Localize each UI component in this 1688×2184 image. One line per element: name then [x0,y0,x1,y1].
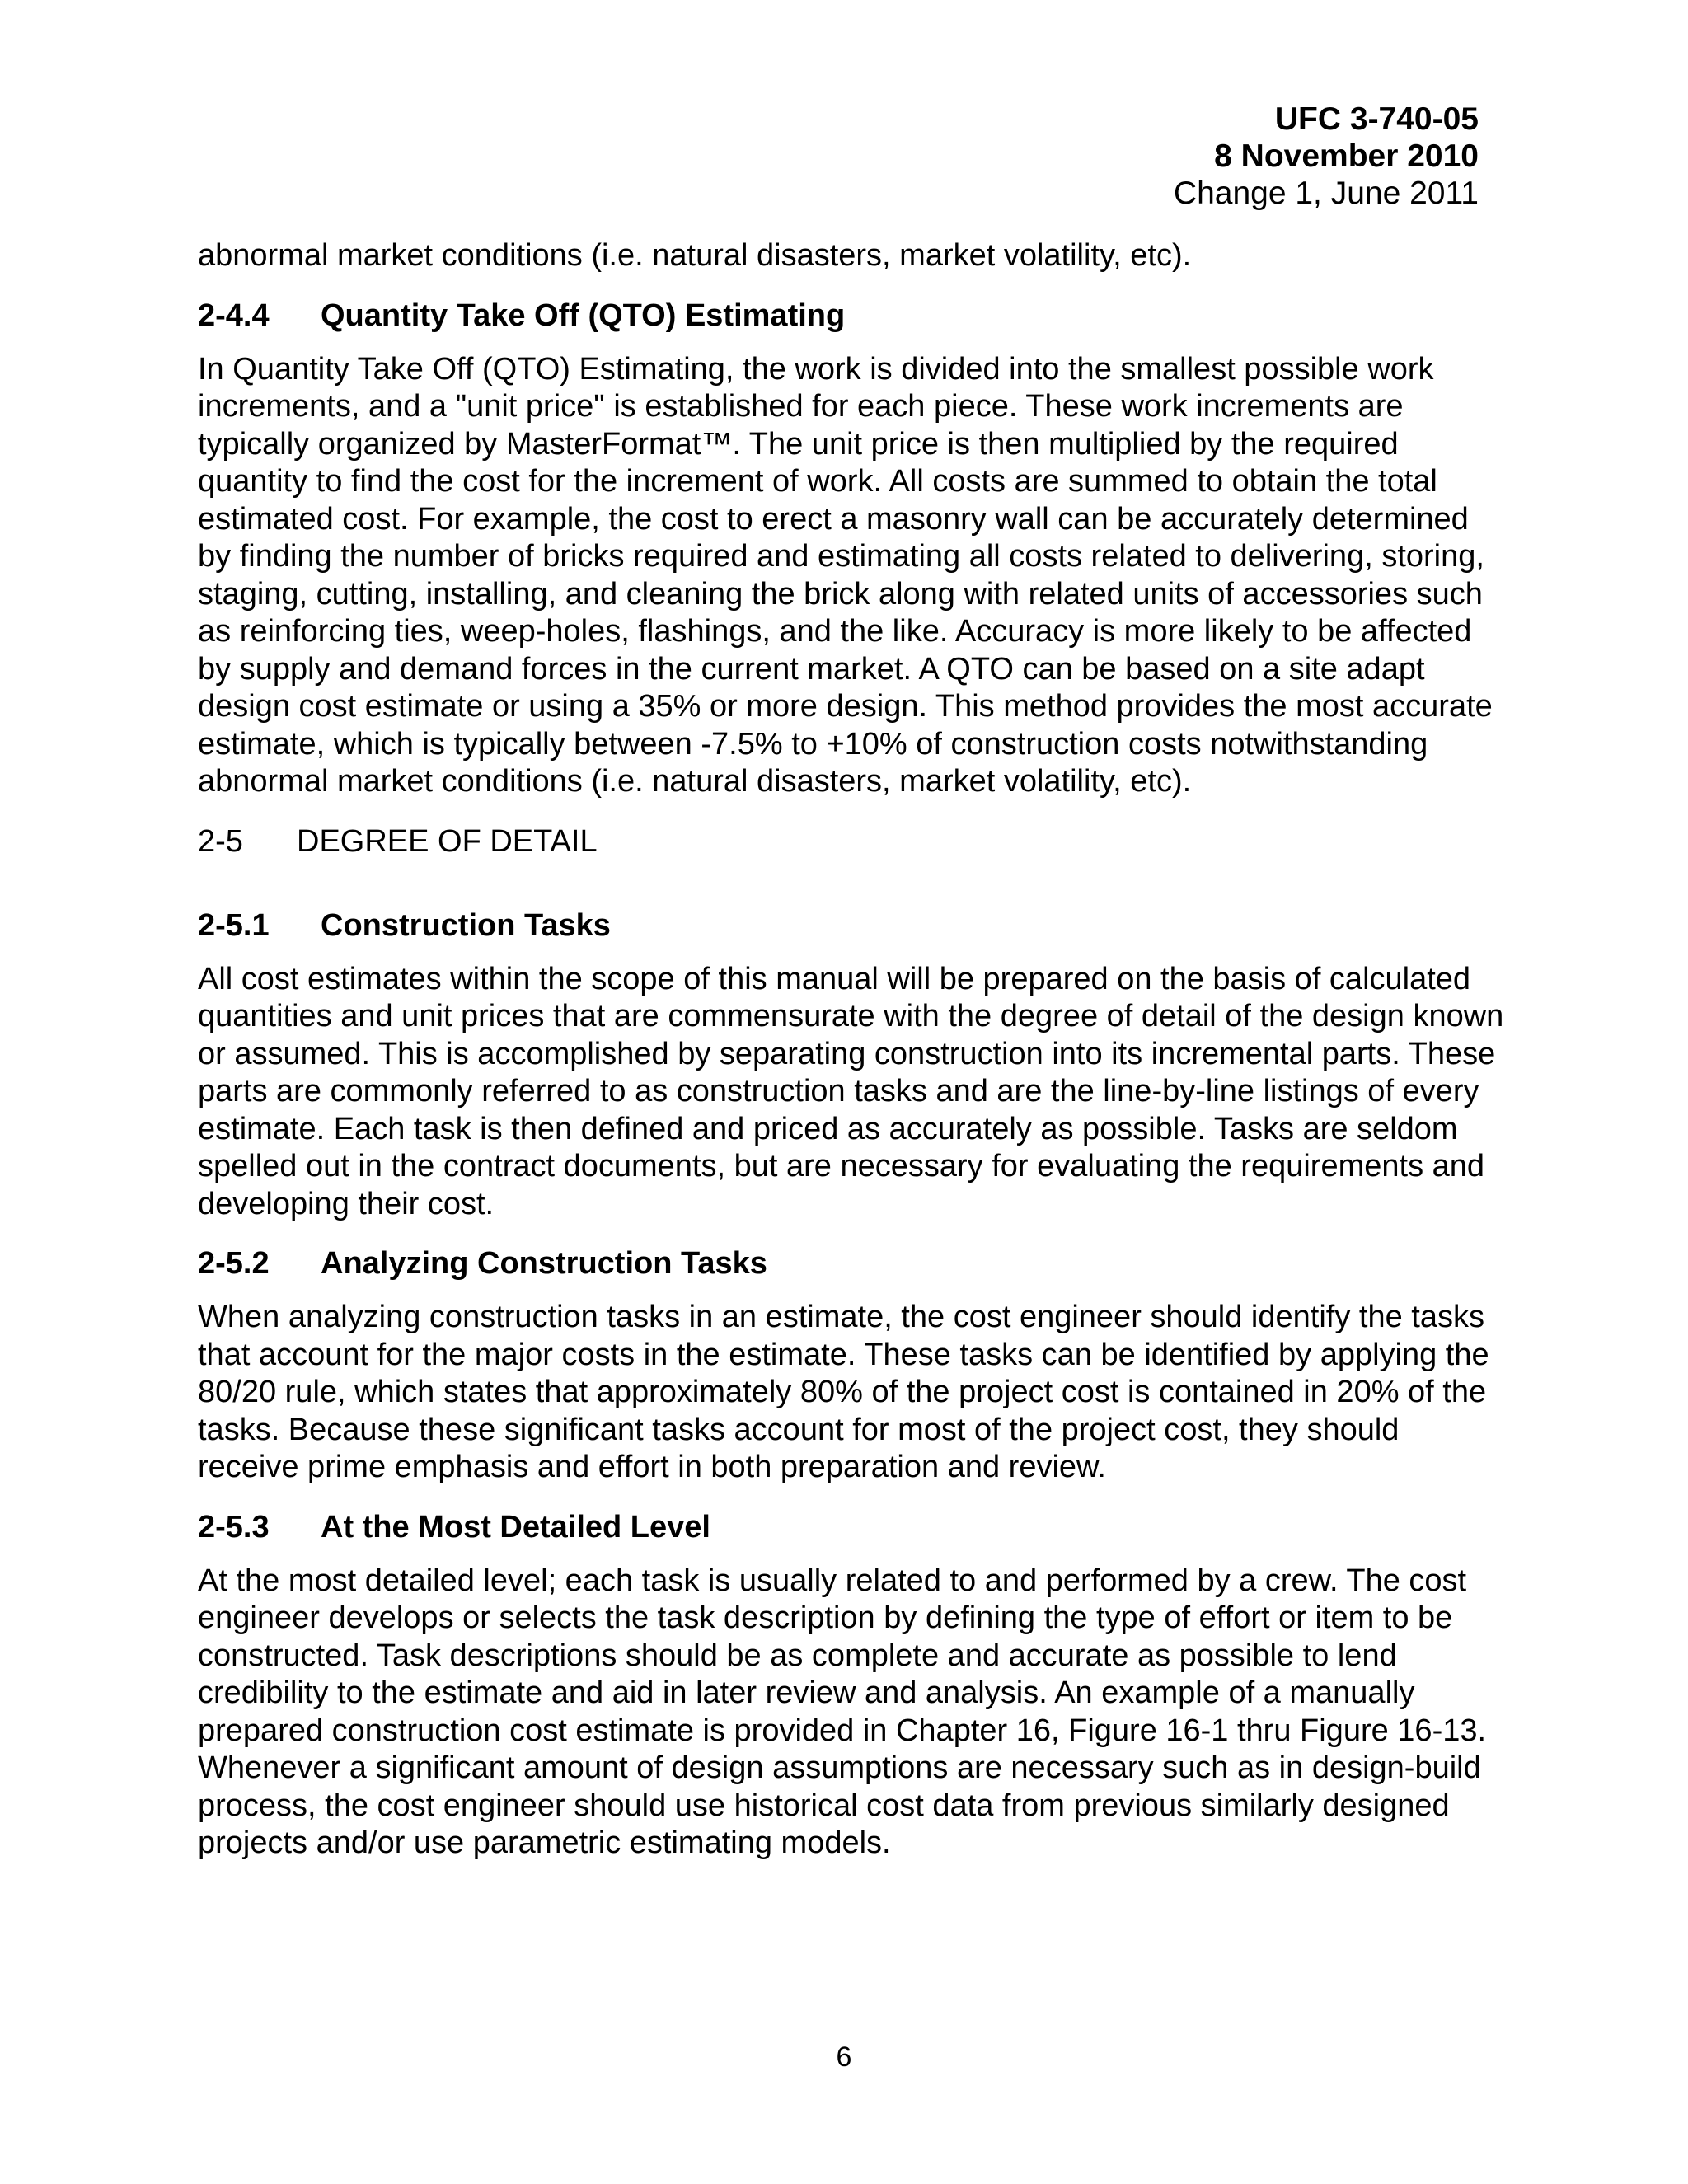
doc-change: Change 1, June 2011 [1173,176,1479,211]
section-heading-2-5-3 [198,1508,1508,1546]
section-number: 2-5.2 [198,1246,270,1281]
doc-number: UFC 3-740-05 [1274,101,1479,137]
section-body-2-5-2: When analyzing construction tasks in an estimate, the cost engineer should identify the tasks that account for the major costs in the estimate. These tasks can be identified by applying the 80/20 rule, which states that approximately 80% of the project cost is contained in 20% of the tasks. Because these significant tasks account for most of the project cost, they should receive prime emphasis and effort in both preparation and review. [198,1300,1489,1484]
section-title: DEGREE OF DETAIL [297,823,598,859]
section-title: Analyzing Construction Tasks [321,1246,767,1281]
section-title: Construction Tasks [321,907,611,943]
section-body-2-5-3: At the most detailed level; each task is usually related to and performed by a crew. The cost engineer develops or selects the task description by defining the type of effort or item to be constructed. Task descriptions should be as complete and accurate as possible to lend credibility to the estimate and aid in later review and analysis. An example of a manually prepared construction cost estimate is provided in Chapter 16, Figure 16-1 thru Figure 16-13. Whenever a significant amount of design assumptions are necessary such as in design-build process, the cost engineer should use historical cost data from previous similarly designed projects and/or use parametric estimating models. [198,1563,1487,1860]
page-content [198,237,1508,1884]
section-number: 2-5.3 [198,1509,270,1544]
section-title: Quantity Take Off (QTO) Estimating [321,298,846,333]
section-body-2-5-1: All cost estimates within the scope of this manual will be prepared on the basis of calculated quantities and unit prices that are commensurate with the degree of detail of the design known or assumed. This is accomplished by separating construction into its incremental parts. These parts are commonly referred to as construction tasks and are the line-by-line listings of every estimate. Each task is then defined and priced as accurately as possible. Tasks are seldom spelled out in the contract documents, but are necessary for evaluating the requirements and developing their cost. [198,961,1504,1221]
section-heading-2-5 [198,823,1508,860]
section-heading-2-5-2 [198,1244,1508,1282]
continuation-text: abnormal market conditions (i.e. natural disasters, market volatility, etc). [198,238,1192,273]
section-body-2-4-4: In Quantity Take Off (QTO) Estimating, the work is divided into the smallest possible work increments, and a "unit price" is established for each piece. These work increments are typically organized by MasterFormat™. The unit price is then multiplied by the required quantity to find the cost for the increment of work. All costs are summed to obtain the total estimated cost. For example, the cost to erect a masonry wall can be accurately determined by finding the number of bricks required and estimating all costs related to delivering, storing, staging, cutting, installing, and cleaning the brick along with related units of accessories such as reinforcing ties, weep-holes, flashings, and the like. Accuracy is more likely to be affected by supply and demand forces in the current market. A QTO can be based on a site adapt design cost estimate or using a 35% or more design. This method provides the most accurate estimate, which is typically between -7.5% to +10% of construction costs notwithstanding abnormal market conditions (i.e. natural disasters, market volatility, etc). [198,351,1493,799]
section-heading-2-4-4 [198,297,1508,335]
section-number: 2-5.1 [198,907,270,943]
section-heading-2-5-1 [198,907,1508,944]
section-number: 2-4.4 [198,298,270,333]
section-number: 2-5 [198,823,243,859]
page-header [1174,101,1479,212]
page-number: 6 [836,2041,852,2073]
section-title: At the Most Detailed Level [321,1509,710,1544]
doc-date: 8 November 2010 [1214,138,1479,174]
